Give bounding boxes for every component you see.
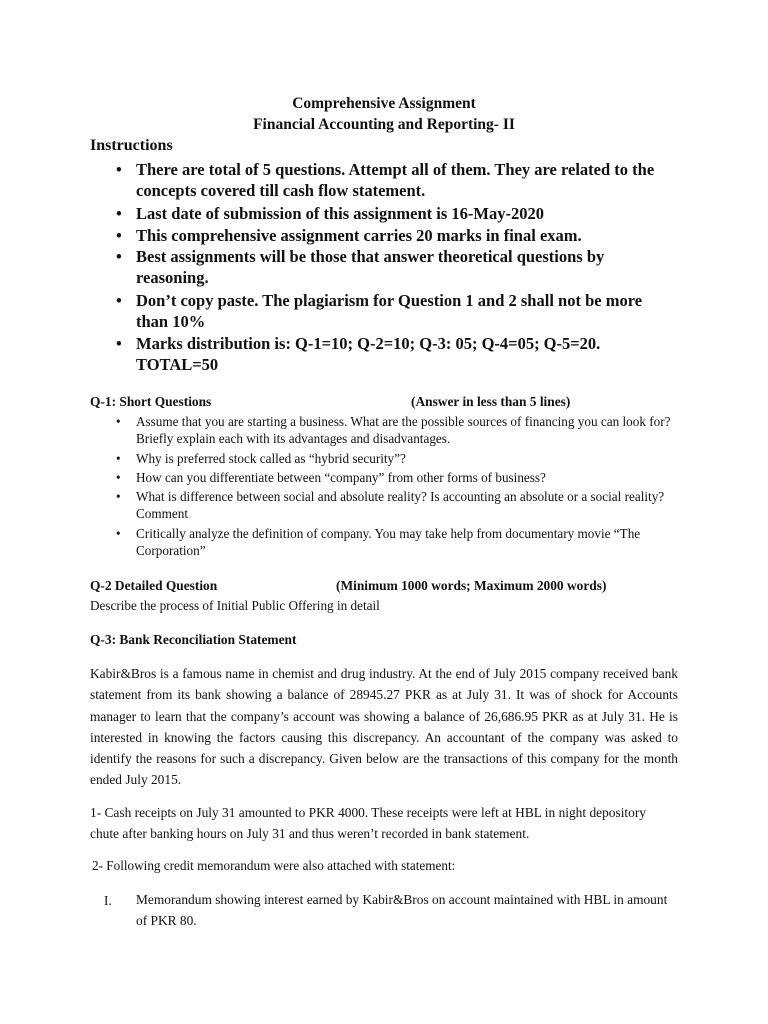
q1-item: • Assume that you are starting a business. What are the possible sources of financing you can look for? Briefly explain each with its advantages and disadvantages. xyxy=(136,413,676,447)
instruction-item: • Marks distribution is: Q-1=10; Q-2=10; Q-3: 05; Q-4=05; Q-5=20. TOTAL=50 xyxy=(136,333,626,375)
instruction-item: • Last date of submission of this assignment is 16-May-2020 xyxy=(136,203,544,224)
q3-paragraph: Kabir&Bros is a famous name in chemist and drug industry. At the end of July 2015 company received bank statement from its bank showing a balance of 28945.27 PKR as at July 31. It was of shock for Accounts manager to learn that the company’s account was showing a balance of 26,686.95 PKR as at July 31. He is interested in knowing the factors causing this discrepancy. An accountant of the company was asked to identify the reasons for such a discrepancy. Given below are the transactions of this company for the month ended July 2015. xyxy=(90,666,678,788)
roman-item-text: Memorandum showing interest earned by Kabir&Bros on account maintained with HBL in amount of PKR 80. xyxy=(136,892,668,929)
instruction-item: • This comprehensive assignment carries 20 marks in final exam. xyxy=(136,225,582,246)
q1-item: • Critically analyze the definition of company. You may take help from documentary movie “The Corporation” xyxy=(136,525,666,559)
q3-point-2: 2- Following credit memorandum were also attached with statement: xyxy=(92,858,456,873)
q2-text: Describe the process of Initial Public Offering in detail xyxy=(90,598,380,613)
q3-title: Q-3: Bank Reconciliation Statement xyxy=(90,632,297,647)
instruction-item: • There are total of 5 questions. Attempt all of them. They are related to the concepts covered till cash flow statement. xyxy=(136,159,666,201)
q1-note: (Answer in less than 5 lines) xyxy=(411,394,571,409)
q1-item: • How can you differentiate between “company” from other forms of business? xyxy=(136,469,546,486)
q3-point-1: 1- Cash receipts on July 31 amounted to PKR 4000. These receipts were left at HBL in night depository chute after banking hours on July 31 and thus weren’t recorded in bank statement. xyxy=(90,805,646,842)
q1-item: • What is difference between social and absolute reality? Is accounting an absolute or a social reality? Comment xyxy=(136,488,676,522)
q2-title: Q-2 Detailed Question xyxy=(90,578,218,593)
instruction-item: • Don’t copy paste. The plagiarism for Question 1 and 2 shall not be more than 10% xyxy=(136,290,656,332)
instruction-item: • Best assignments will be those that answer theoretical questions by reasoning. xyxy=(136,246,616,288)
q2-note: (Minimum 1000 words; Maximum 2000 words) xyxy=(336,578,607,593)
q1-item: • Why is preferred stock called as “hybrid security”? xyxy=(136,450,406,467)
document-title: Comprehensive Assignment xyxy=(292,95,476,112)
instructions-heading: Instructions xyxy=(90,137,173,154)
roman-numeral: I. xyxy=(104,893,112,908)
q1-title: Q-1: Short Questions xyxy=(90,394,212,409)
document-subtitle: Financial Accounting and Reporting- II xyxy=(253,116,515,133)
